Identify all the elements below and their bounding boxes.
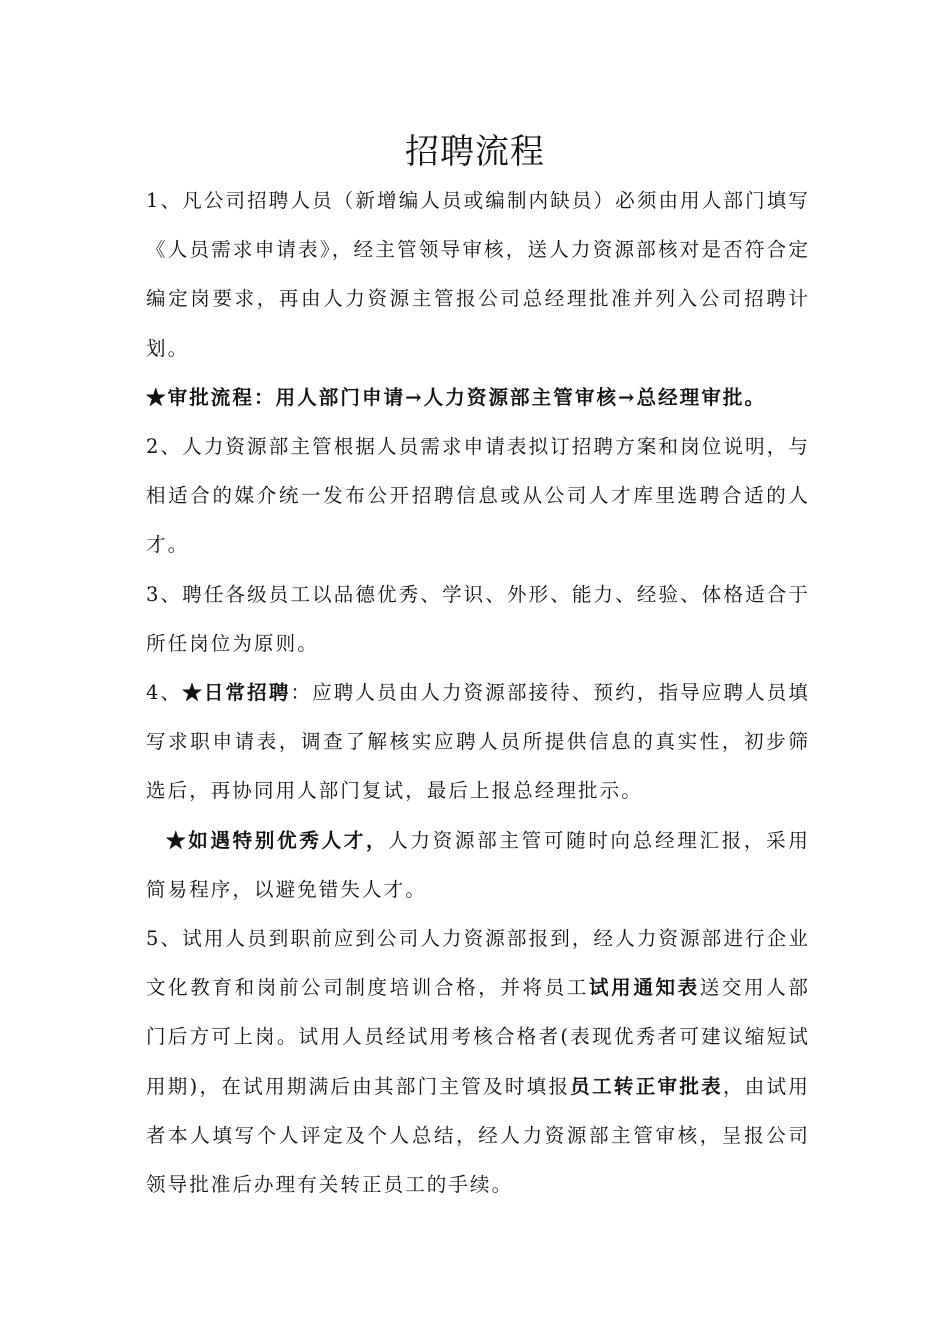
confirmation-approval-form: 员工转正审批表 [570,1074,723,1098]
paragraph-5-text-3: ，由试用者本人填写个人评定及个人总结，经人力资源部主管审核，呈报公司领导批准后办理有关转正员工的手续。 [146,1074,810,1197]
daily-recruitment-label: ★日常招聘 [182,681,291,705]
paragraph-4 [146,668,810,816]
trial-notice-form: 试用通知表 [589,976,700,1000]
paragraph-1: 1、凡公司招聘人员（新增编人员或编制内缺员）必须由用人部门填写《人员需求申请表》，经主管领导审核，送人力资源部核对是否符合定编定岗要求，再由人力资源主管报公司总经理批准并列入公司招聘计划。 [146,189,810,360]
approval-flow-note: ★审批流程：用人部门申请→人力资源部主管审核→总经理审批。 [146,385,767,409]
paragraph-5-text-2: 送交用人部门后方可上岗。试用人员经试用考核合格者(表现优秀者可建议缩短试用期)，在试用期满后由其部门主管及时填报 [146,976,810,1098]
paragraph-3: 3、聘任各级员工以品德优秀、学识、外形、能力、经验、体格适合于所任岗位为原则。 [146,582,810,655]
page-title: 招聘流程 [405,132,545,172]
document-body [146,176,810,1209]
paragraph-4-text: ：应聘人员由人力资源部接待、预约，指导应聘人员填写求职申请表，调查了解核实应聘人员所提供信息的真实性，初步筛选后，再协同用人部门复试，最后上报总经理批示。 [146,681,810,803]
paragraph-4-special [146,816,810,914]
special-talent-label: ★如遇特别优秀人才， [166,828,389,852]
paragraph-2: 2、人力资源部主管根据人员需求申请表拟订招聘方案和岗位说明，与相适合的媒介统一发布公开招聘信息或从公司人才库里选聘合适的人才。 [146,435,810,557]
paragraph-5 [146,914,810,1209]
paragraph-5-text-1: 5、试用人员到职前应到公司人力资源部报到，经人力资源部进行企业文化教育和岗前公司制度培训合格，并将员工 [146,927,810,1000]
paragraph-4-prefix: 4、 [146,681,183,705]
paragraph-4-special-text: 人力资源部主管可随时向总经理汇报，采用简易程序，以避免错失人才。 [146,828,810,901]
